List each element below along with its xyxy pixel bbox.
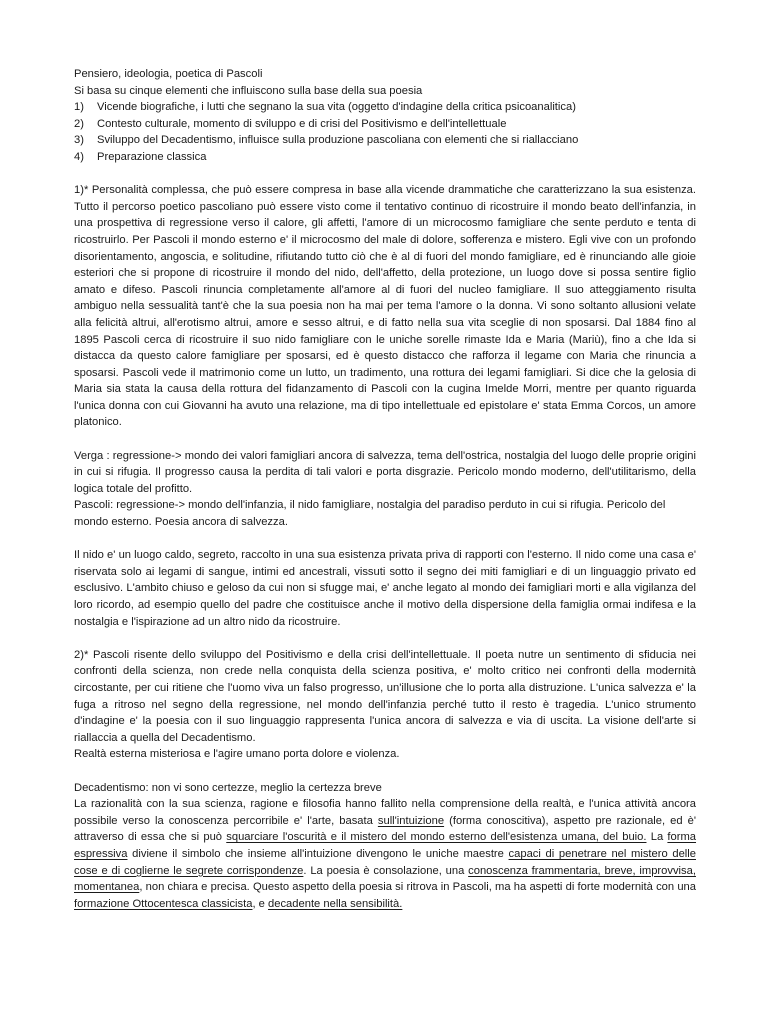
list-number: 2) [74, 117, 84, 130]
paragraph-verga: Verga : regressione-> mondo dei valori famigliari ancora di salvezza, tema dell'ostrica, nostalgia del luogo delle proprie origini in cui si rifugia. Il progresso causa la perdita di tali valori e porta disgrazie. Pericolo mondo moderno, dell'utilitarismo, della logica totale del profitto. [74, 449, 696, 495]
text-span: . La poesia è consolazione, una [303, 864, 469, 877]
underlined-span: decadente nella sensibilità. [268, 897, 403, 910]
spacer [74, 166, 696, 183]
underlined-span: sull'intuizione [377, 814, 445, 827]
text-span: diviene il simbolo che insieme all'intuizione divengono le uniche maestre [127, 847, 509, 860]
underlined-span: forma espressiva [74, 831, 697, 860]
list-number: 4) [74, 150, 84, 163]
paragraph-decadentismo-title: Decadentismo: non vi sono certezze, meglio la certezza breve [74, 781, 382, 794]
list-number: 3) [74, 134, 84, 147]
elements-list [74, 99, 696, 165]
text-span: , non chiara e precisa. Questo aspetto della poesia si ritrova in Pascoli, ma ha aspetti di forte modernità con una [139, 881, 696, 894]
underlined-span: formazione Ottocentesca classicista [74, 897, 253, 910]
spacer [74, 531, 696, 548]
text-span: (forma conoscitiva), aspetto pre razionale, ed è' attraverso di essa che si può [74, 814, 696, 844]
paragraph-realta: Realtà esterna misteriosa e l'agire umano porta dolore e violenza. [74, 748, 400, 761]
text-span: La razionalità con la sua scienza, ragione e filosofia hanno fallito nella comprensione della realtà, e l'unica attività ancora possibile verso la conoscenza percorribile e' l'arte, basata [74, 798, 696, 827]
list-text: Sviluppo del Decadentismo, influisce sulla produzione pascoliana con elementi che si riallacciano [97, 134, 579, 147]
paragraph-positivismo: 2)* Pascoli risente dello sviluppo del Positivismo e della crisi dell'intellettuale. Il poeta nutre un sentimento di sfiducia nei confronti della scienza, non crede nella conquista della scienza positiva, e' molto critico nei confronti della modernità circostante, per cui ritiene che l'uomo viva un falso progresso, un'illusione che lo porta alla distruzione. L'unica salvezza e' la fuga a ritroso nel segno della regressione, nel mondo dell'infanzia perché tutto il resto è tragedia. L'unico strumento d'indagine e' la poesia con il suo linguaggio rappresenta l'unica ancora di salvezza e via di uscita. La visione dell'arte si riallaccia a quella del Decadentismo. [74, 648, 696, 744]
spacer [74, 763, 696, 780]
list-item [74, 99, 696, 116]
intro-line: Si basa su cinque elementi che influiscono sulla base della sua poesia [74, 84, 423, 97]
list-item [74, 116, 696, 133]
spacer [74, 431, 696, 448]
list-item [74, 132, 696, 149]
paragraph-decadentismo [74, 796, 696, 912]
list-text: Vicende biografiche, i lutti che segnano la sua vita (oggetto d'indagine della critica psicoanalitica) [97, 101, 576, 114]
list-text: Contesto culturale, momento di sviluppo e di crisi del Positivismo e dell'intellettuale [97, 117, 507, 130]
text-span: , e [252, 897, 269, 910]
paragraph-pascoli: Pascoli: regressione-> mondo dell'infanzia, il nido famigliare, nostalgia del paradiso perduto in cui si rifugia. Pericolo del mondo esterno. Poesia ancora di salvezza. [74, 499, 666, 529]
text-span: La [646, 831, 668, 844]
document-title: Pensiero, ideologia, poetica di Pascoli [74, 68, 263, 80]
underlined-span: squarciare l'oscurità e il mistero del mondo esterno dell'esistenza umana, del buio. [226, 831, 647, 844]
underlined-span: conoscenza frammentaria, breve, improvvisa, momentanea [74, 864, 696, 894]
underlined-span: capaci di penetrare nel mistero delle cose e di coglierne le segrete corrispondenze [74, 847, 696, 877]
paragraph-nido: Il nido e' un luogo caldo, segreto, raccolto in una sua esistenza privata priva di rapporti con l'esterno. Il nido come una casa e' riservata solo ai legami di sangue, intimi ed ancestrali, vissuti sotto il segno dei miti famigliari e di un linguaggio privato ed esclusivo. L'ambito chiuso e geloso da cui non si sfugge mai, e' anche legato al mondo dei famigliari morti e alla vigilanza del loro ricordo, ad esempio quello del padre che costituisce anche il motivo della dispersione della famiglia ormai indifesa e la nostalgia e l'ispirazione ad un altro nido da ricostruire. [74, 549, 696, 628]
paragraph-biography: 1)* Personalità complessa, che può essere compresa in base alla vicende drammatiche che caratterizzano la sua esistenza. Tutto il percorso poetico pascoliano può essere visto come il tentativo continuo di ricostruire il mondo beato dell'infanzia, in una prospettiva di regressione verso il calore, gli affetti, l'amore di un microcosmo famigliare che sente perduto e tenta di ricostruirlo. Per Pascoli il mondo esterno e' il microcosmo del male di dolore, sofferenza e mistero. Egli vive con un profondo disorientamento, angoscia, e solitudine, rifiutando tutto ciò che è al di fuori del mondo famigliare, ed è rinunciando alle gioie esteriori che si propone di ricostruire il mondo del nido, dell'affetto, della protezione, un luogo dove si possa sentire figlio amato e difeso. Pascoli rinuncia completamente all'amore al di fuori del nucleo famigliare. Il suo atteggiamento risulta ambiguo nella sessualità tant'è che la sua poesia non ha mai per tema l'amore o la donna. Vi sono soltanto allusioni velate alla felicità altrui, all'erotismo altrui, amore e sesso altrui, e di fatto nella sua vita sceglie di non sposarsi. Dal 1884 fino al 1895 Pascoli cerca di ricostruire il suo nido famigliare con le uniche sorelle rimaste Ida e Maria (Mariù), fino a che Ida si distacca da questo calore famigliare per sposarsi, ed è questo distacco che rafforza il legame con Maria che rinuncia a sposarsi. Pascoli vede il matrimonio come un lutto, un tradimento, una rottura dei legami famigliari. Si dice che la gelosia di Maria sia stata la causa della rottura del fidanzamento di Pascoli con la cugina Imelde Morri, mentre per quanto riguarda l'unica donna con cui Giovanni ha avuto una relazione, ma di tipo intellettuale ed epistolare e' stata Emma Corcos, un amore platonico. [74, 184, 696, 429]
list-number: 1) [74, 101, 84, 114]
spacer [74, 630, 696, 647]
list-item [74, 149, 696, 166]
list-text: Preparazione classica [97, 150, 207, 163]
